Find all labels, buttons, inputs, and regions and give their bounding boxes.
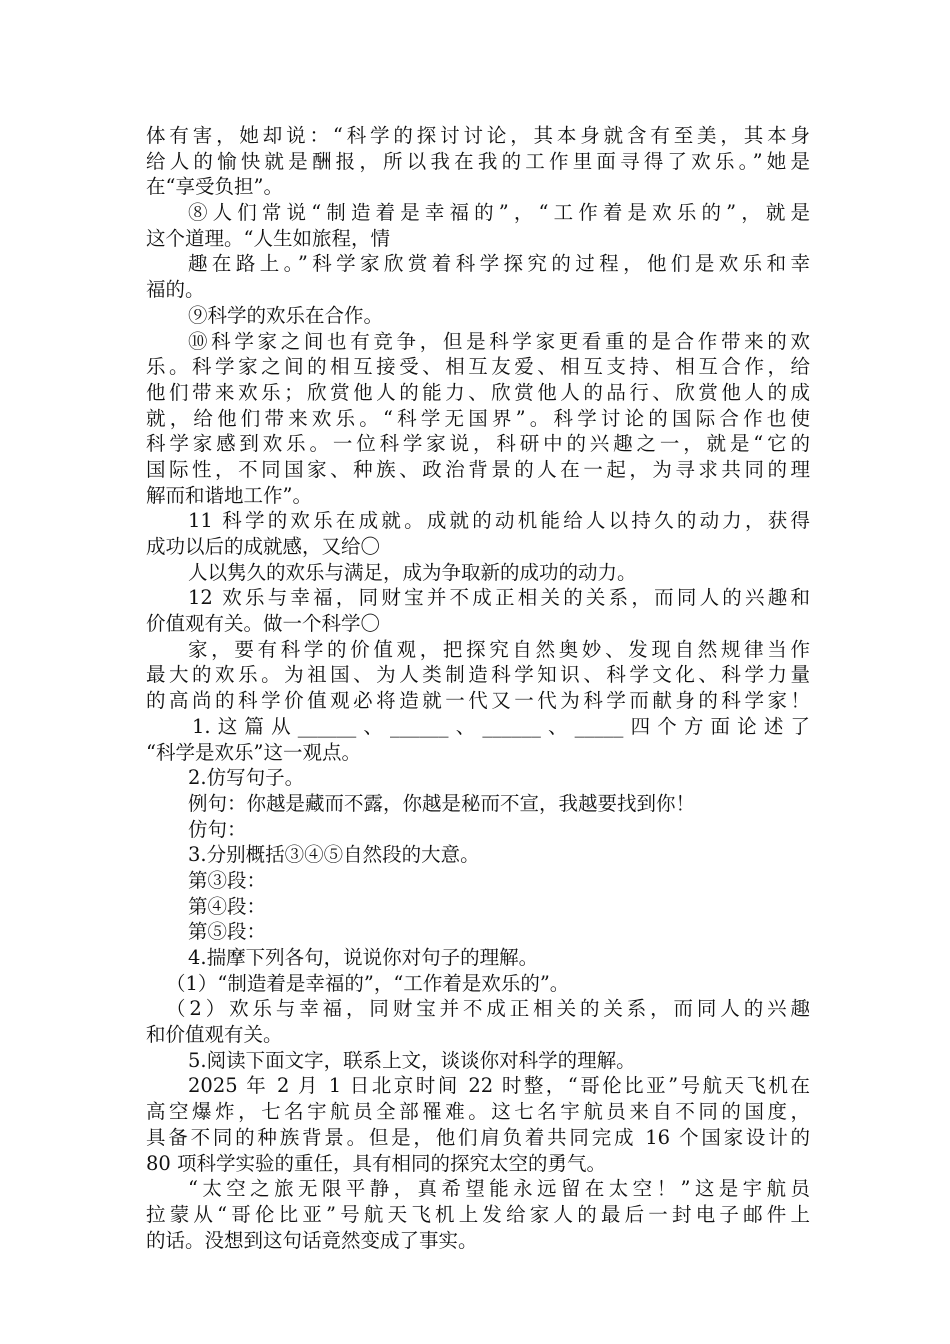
text-line: 第⑤段：	[188, 920, 267, 944]
text-line: 5.阅读下面文字，联系上文，谈谈你对科学的理解。	[188, 1048, 636, 1072]
text-line: ⑨科学的欢乐在合作。	[188, 303, 384, 327]
text-line: 在“享受负担”。	[146, 175, 283, 199]
text-line: 12 欢乐与幸福，同财宝并不成正相关的关系，而同人的兴趣和	[188, 586, 810, 610]
text-line: 趣在路上。”科学家欣赏着科学探究的过程，他们是欢乐和幸	[188, 252, 810, 276]
text-line: 4.揣摩下列各句，说说你对句子的理解。	[188, 946, 539, 969]
text-line: 第④段：	[188, 894, 267, 918]
text-line: 国际性，不同国家、种族、政治背景的人在一起，为寻求共同的理	[146, 457, 810, 481]
text-line: “科学是欢乐”这一观点。	[146, 740, 361, 764]
text-line: （1）“制造着是幸福的”，“工作着是欢乐的”。	[166, 971, 570, 995]
text-line: 和价值观有关。	[146, 1023, 283, 1047]
text-line: 体有害，她却说：“科学的探讨讨论，其本身就含有至美，其本身	[146, 124, 810, 147]
text-line: 他们带来欢乐；欣赏他人的能力、欣赏他人的品行、欣赏他人的成	[146, 380, 810, 404]
document-body	[146, 123, 810, 1253]
text-line: 最大的欢乐。为祖国、为人类制造科学知识、科学文化、科学力量	[146, 663, 810, 687]
text-line: 具备不同的种族背景。但是，他们肩负着共同完成 16 个国家设计的	[146, 1125, 810, 1149]
text-line: 1.这篇从______、______、______、_____四个方面论述了	[192, 714, 810, 738]
text-line: 乐。科学家之间的相互接受、相互友爱、相互支持、相互合作，给	[146, 355, 810, 379]
text-line: ⑩科学家之间也有竞争，但是科学家更看重的是合作带来的欢	[188, 329, 810, 353]
text-line: 高空爆炸，七名宇航员全部罹难。这七名宇航员来自不同的国度，	[146, 1100, 810, 1124]
text-line: 给人的愉快就是酬报，所以我在我的工作里面寻得了欢乐。”她是	[146, 149, 810, 173]
text-line: 仿句：	[188, 817, 247, 841]
text-line: 的高尚的科学价值观必将造就一代又一代为科学而献身的科学家！	[146, 689, 810, 713]
text-line: 2025 年 2 月 1 日北京时间 22 时整，“哥伦比亚”号航天飞机在	[188, 1074, 810, 1098]
text-line: 人以隽久的欢乐与满足，成为争取新的成功的动力。	[188, 560, 637, 584]
text-line: “太空之旅无限平静，真希望能永远留在太空！”这是宇航员	[188, 1177, 810, 1201]
text-line: 的话。没想到这句话竟然变成了事实。	[146, 1228, 478, 1252]
text-line: 家，要有科学的价值观，把探究自然奥妙、发现自然规律当作	[188, 637, 810, 661]
text-line: 成功以后的成就感，又给〇	[146, 535, 381, 558]
text-line: 价值观有关。做一个科学〇	[146, 612, 381, 636]
text-line: 例句：你越是藏而不露，你越是秘而不宣，我越要找到你！	[188, 791, 696, 815]
text-line: 2.仿写句子。	[188, 766, 305, 790]
text-line: 科学家感到欢乐。一位科学家说，科研中的兴趣之一，就是“它的	[146, 432, 810, 456]
text-line: ⑧人们常说“制造着是幸福的”，“工作着是欢乐的”，就是	[188, 201, 810, 225]
text-line: 第③段：	[188, 868, 267, 892]
text-line: （2）欢乐与幸福，同财宝并不成正相关的关系，而同人的兴趣	[166, 997, 810, 1021]
text-line: 解而和谐地工作”。	[146, 483, 312, 507]
text-line: 就，给他们带来欢乐。“科学无国界”。科学讨论的国际合作也使	[146, 406, 810, 430]
text-line: 80 项科学实验的重任，具有相同的探究太空的勇气。	[146, 1151, 607, 1175]
text-line: 3.分别概括③④⑤自然段的大意。	[188, 843, 480, 867]
text-line: 这个道理。“人生如旅程，情	[146, 226, 390, 250]
text-line: 福的。	[146, 278, 205, 302]
text-line: 拉蒙从“哥伦比亚”号航天飞机上发给家人的最后一封电子邮件上	[146, 1202, 810, 1226]
text-line: 11 科学的欢乐在成就。成就的动机能给人以持久的动力，获得	[188, 509, 810, 533]
